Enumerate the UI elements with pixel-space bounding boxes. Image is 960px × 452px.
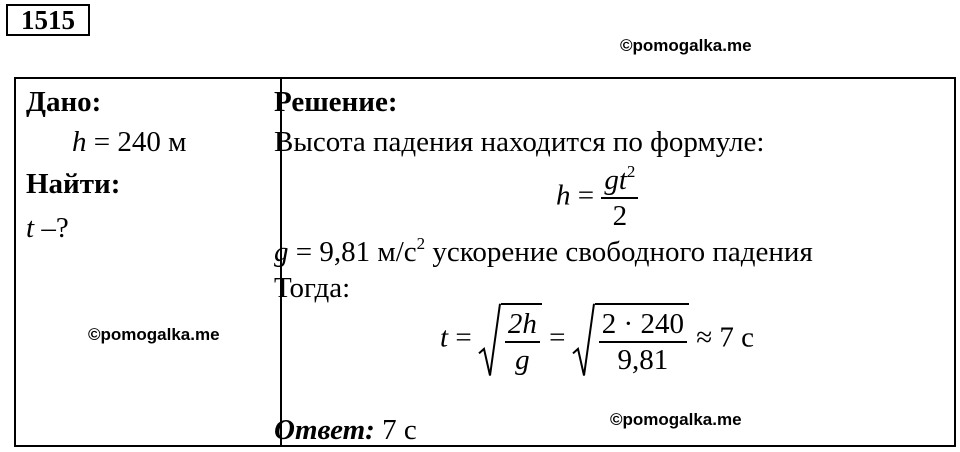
- equals-sign: =: [448, 321, 479, 354]
- fraction-numerator: 2h: [507, 308, 537, 340]
- solution-table: [14, 77, 956, 447]
- answer-value: 7 с: [374, 414, 417, 446]
- formula-lhs: h: [556, 179, 571, 212]
- given-height: [72, 125, 186, 159]
- equals-sign: =: [541, 321, 573, 354]
- find-header: Найти:: [26, 168, 121, 200]
- gravity-line: [274, 235, 813, 269]
- watermark: ©pomogalka.me: [610, 410, 742, 429]
- fraction-denominator: 2: [601, 197, 638, 233]
- radical-sign-icon: [479, 303, 501, 377]
- height-value: = 240 м: [86, 126, 187, 158]
- square-root: [479, 303, 542, 377]
- radical-sign-icon: [573, 303, 595, 377]
- then-label: Тогда:: [274, 272, 351, 304]
- time-formula: [440, 303, 754, 377]
- find-item: [26, 211, 69, 245]
- gravity-variable: g: [274, 236, 289, 268]
- answer-line: [274, 413, 417, 447]
- formula-lhs: t: [440, 321, 449, 354]
- answer-label: Ответ:: [274, 414, 375, 446]
- equals-sign: =: [570, 179, 602, 212]
- fraction-denominator: g: [505, 341, 540, 377]
- fraction-denominator: 9,81: [599, 341, 687, 377]
- gravity-value: = 9,81 м/с: [288, 236, 417, 268]
- fraction: [505, 307, 540, 377]
- fraction-numerator: 2 · 240: [601, 308, 684, 340]
- gravity-description: ускорение свободного падения: [425, 236, 813, 268]
- watermark: ©pomogalka.me: [620, 36, 752, 55]
- height-variable: h: [72, 126, 87, 158]
- problem-number: 1515: [6, 4, 90, 36]
- fraction: [601, 163, 638, 233]
- time-variable: t: [26, 212, 35, 244]
- fraction-numerator: $gt^2$: [604, 162, 636, 196]
- height-formula: [556, 163, 638, 233]
- square-root: [573, 303, 689, 377]
- find-question: –?: [34, 212, 69, 244]
- gravity-exponent: 2: [416, 234, 426, 253]
- fraction: [599, 307, 687, 377]
- solution-text-line: Высота падения находится по формуле:: [274, 126, 765, 158]
- given-header: Дано:: [26, 86, 102, 118]
- approx-result: ≈ 7 с: [688, 321, 754, 354]
- solution-header: Решение:: [274, 86, 398, 118]
- watermark: ©pomogalka.me: [88, 325, 220, 344]
